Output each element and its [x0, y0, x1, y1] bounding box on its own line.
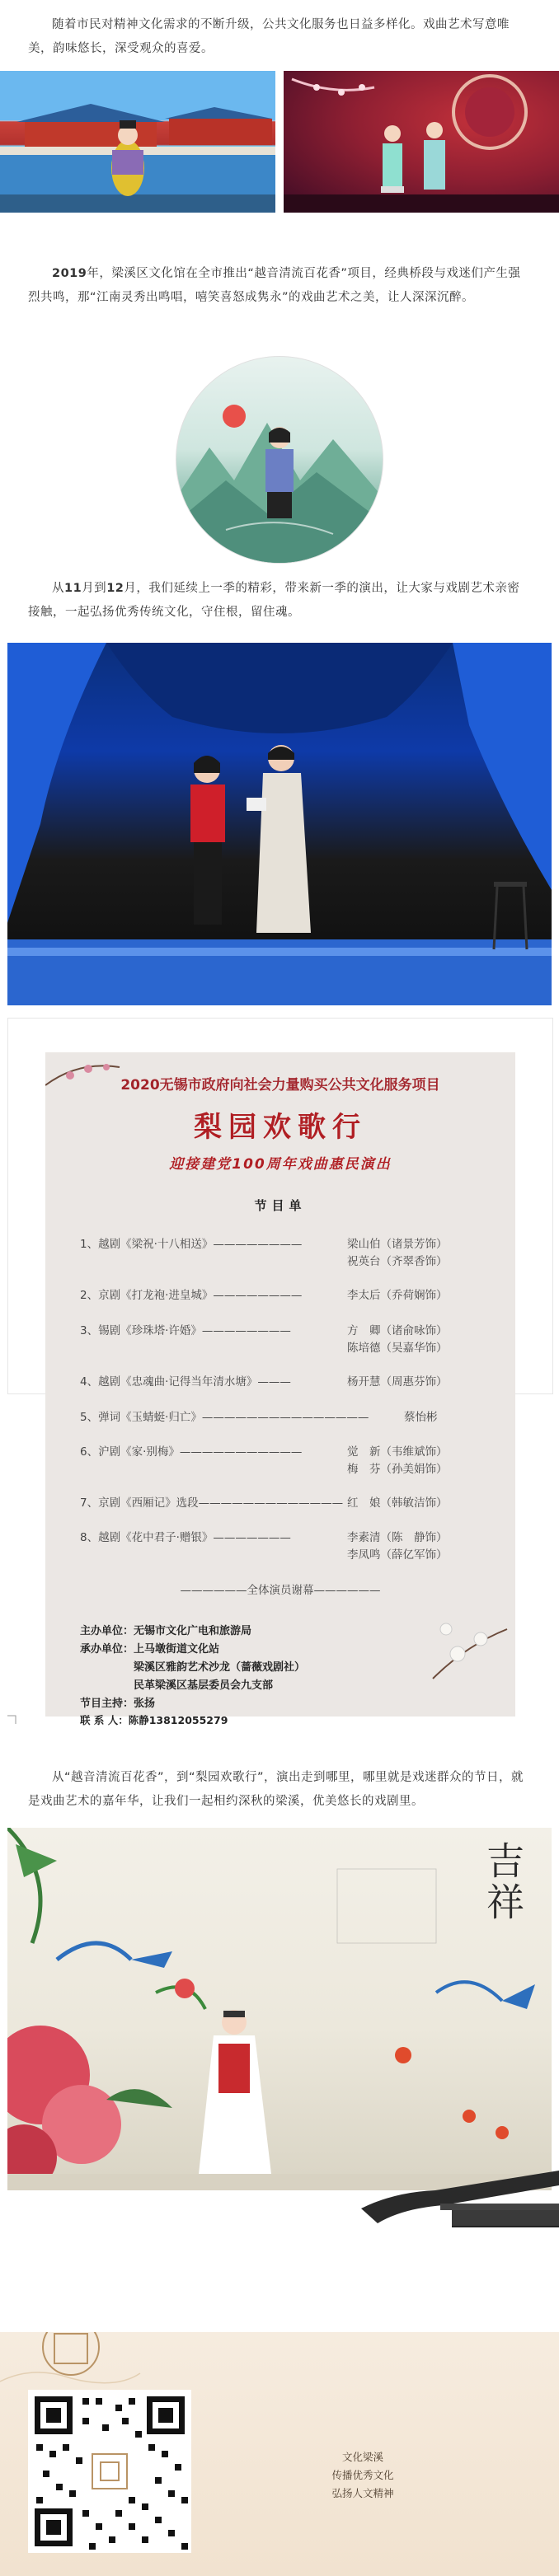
curtain-call: ——————全体演员谢幕—————— [180, 1584, 381, 1597]
poster-subtitle: 迎接建党100周年戏曲惠民演出 [169, 1156, 392, 1173]
stage-hosts-photo [7, 643, 552, 1005]
opera-photo-duet [284, 71, 559, 213]
program-item-8-role2: 李凤鸣（薛亿军饰） [347, 1548, 448, 1562]
footer-line-3: 弘扬人文精神 [331, 2487, 394, 2499]
month-12: 12 [106, 582, 124, 595]
roof-silhouette [361, 2149, 559, 2248]
program-item-6-role: 觉 新（韦维斌饰） [347, 1445, 448, 1459]
paragraph-2019-text: 年，梁溪区文化馆在全市推出“越音清流百花香”项目，经典桥段与戏迷们产生强烈共鸣，那“江南灵秀出鸣唱，嘻笑喜怒成隽永”的戏曲艺术之美，让人深深沉醉。 [28, 267, 521, 304]
program-item-3: 3、锡剧《珍珠塔·许婚》———————— [80, 1324, 291, 1337]
flower-painting-stage-photo [7, 1828, 552, 2190]
program-item-3-role2: 陈培德（吴嘉华饰） [347, 1342, 448, 1355]
program-item-1: 1、越剧《梁祝·十八相送》———————— [80, 1238, 303, 1251]
opera-photo-palace [0, 71, 275, 213]
paragraph-season-mid: 月到 [82, 582, 107, 595]
program-item-2: 2、京剧《打龙袍·进皇城》———————— [80, 1289, 303, 1302]
program-item-1-role: 梁山伯（诸景芳饰） [347, 1238, 448, 1251]
program-item-6: 6、沪剧《家·别梅》——————————— [80, 1445, 303, 1459]
paragraph-season-prefix: 从 [52, 582, 64, 595]
poster-corner-decoration [7, 1714, 552, 1739]
poster-main-title: 梨园欢歌行 [194, 1111, 367, 1144]
program-item-6-role2: 梅 芬（孙美娟饰） [347, 1463, 448, 1476]
intro-paragraph: 随着市民对精神文化需求的不断升级，公共文化服务也日益多样化。戏曲艺术写意唯美，韵味悠长，深受观众的喜爱。 [28, 18, 510, 55]
footer-line-1: 文化梁溪 [341, 2451, 383, 2463]
program-item-1-role2: 祝英台（齐翠香饰） [347, 1255, 448, 1268]
paragraph-season [28, 577, 531, 625]
paragraph-closing: 从“越音清流百花香”，到“梨园欢歌行”，演出走到哪里，哪里就是戏迷群众的节日，就是戏曲艺术的嘉年华，让我们一起相约深秋的梁溪，优美悠长的戏剧里。 [28, 1771, 524, 1808]
program-item-7-role: 红 娘（韩敏洁饰） [347, 1496, 448, 1510]
program-item-7: 7、京剧《西厢记》选段————————————— [80, 1496, 344, 1510]
program-item-8: 8、越剧《花中君子·赠银》——————— [80, 1531, 291, 1544]
organizer-undertaker: 承办单位：上马墩街道文化站 [80, 1643, 220, 1656]
organizer-branch: 民革梁溪区基层委员会九支部 [134, 1679, 274, 1692]
qr-code[interactable] [28, 2390, 191, 2553]
month-11: 11 [64, 582, 82, 595]
program-item-2-role: 李太后（乔荷娴饰） [347, 1289, 448, 1302]
circular-opera-portrait [176, 356, 383, 564]
footer-line-2: 传播优秀文化 [331, 2469, 394, 2481]
program-item-5-role: 蔡怡彬 [404, 1411, 438, 1424]
paragraph-2019 [28, 262, 531, 310]
paragraph-season-text: 月，我们延续上一季的精彩，带来新一季的演出，让大家与戏剧艺术亲密接触，一起弘扬优秀传统文化，守住根，留住魂。 [28, 582, 520, 619]
organizer-contact: 联 系 人：陈静13812055279 [80, 1714, 228, 1726]
program-item-5: 5、弹词《玉蜻蜓·归亡》——————————————— [80, 1411, 369, 1424]
program-item-4: 4、越剧《忠魂曲·记得当年清水塘》——— [80, 1375, 291, 1389]
year-2019: 2019 [52, 267, 87, 280]
organizer-salon: 梁溪区雅韵艺术沙龙（蔷薇戏剧社） [134, 1661, 306, 1674]
calligraphy-text: 吉祥 [481, 1841, 525, 1923]
poster-title: 2020无锡市政府向社会力量购买公共文化服务项目 [120, 1077, 440, 1094]
organizer-host: 主办单位：无锡市文化广电和旅游局 [80, 1625, 252, 1637]
organizer-presenter: 节目主持：张扬 [80, 1698, 156, 1710]
program-item-8-role: 李素清（陈 静饰） [347, 1531, 448, 1544]
program-item-4-role: 杨开慧（周惠芬饰） [347, 1375, 448, 1389]
program-heading: 节目单 [254, 1198, 307, 1213]
program-item-3-role: 方 卿（诸俞咏饰） [347, 1324, 448, 1337]
